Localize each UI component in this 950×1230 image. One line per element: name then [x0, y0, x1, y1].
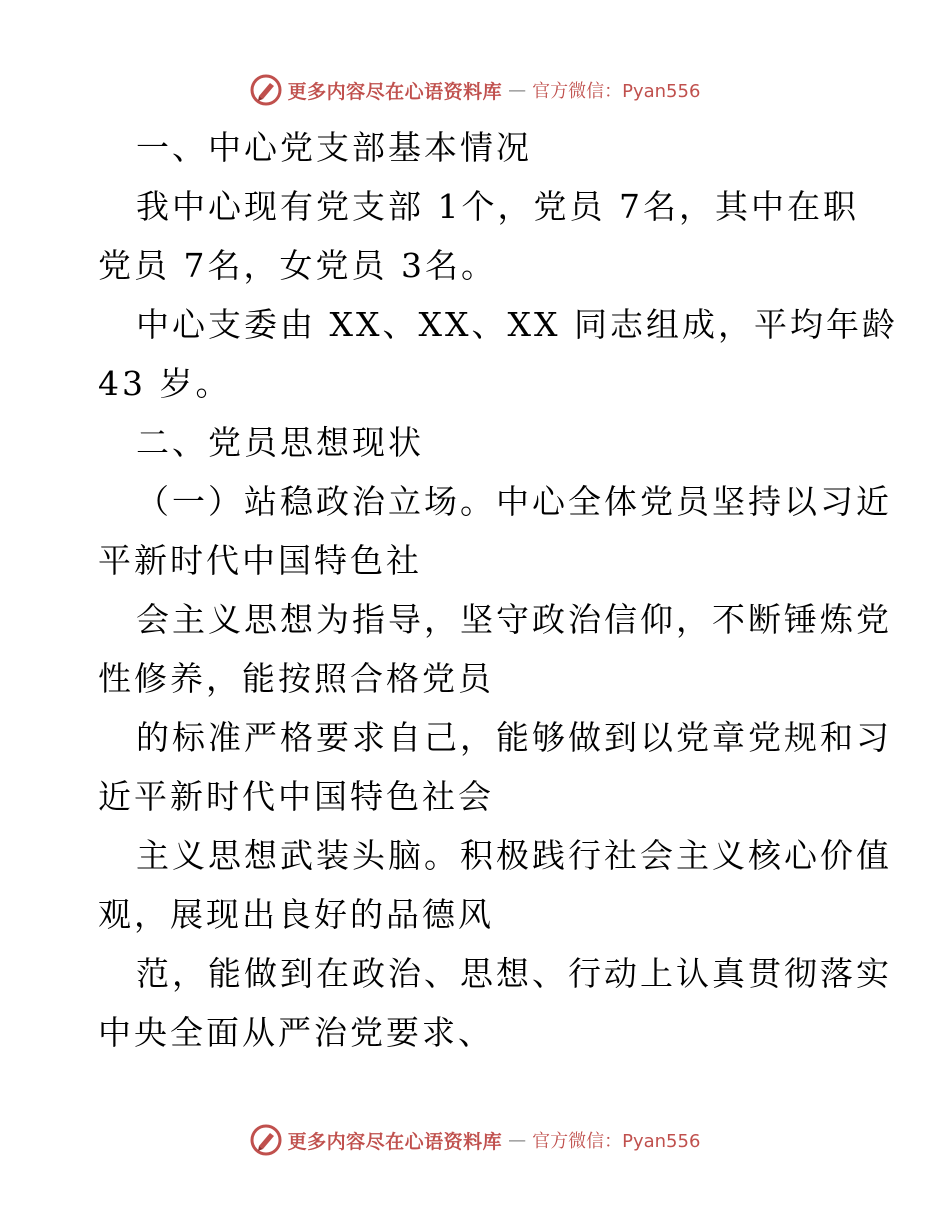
paragraph-line: 性修养，能按照合格党员 [98, 659, 494, 698]
paragraph-line: 中央全面从严治党要求、 [98, 1013, 494, 1052]
paragraph-line: 主义思想武装头脑。积极践行社会主义核心价值 [136, 836, 892, 875]
banner-wechat: 官方微信：Pyan556 [532, 81, 701, 102]
section-heading: 一、中心党支部基本情况 [136, 128, 532, 167]
paragraph-line: 43 岁。 [98, 364, 232, 403]
paragraph-line: 党员 7名，女党员 3名。 [98, 246, 497, 285]
footer-banner [0, 1120, 950, 1160]
section-heading: 二、党员思想现状 [136, 423, 424, 462]
paragraph-line: 范，能做到在政治、思想、行动上认真贯彻落实 [136, 954, 892, 993]
paragraph-line: （一）站稳政治立场。中心全体党员坚持以习近 [136, 482, 892, 521]
banner-wechat: 官方微信：Pyan556 [532, 1131, 701, 1152]
header-banner [0, 70, 950, 110]
paragraph-line: 会主义思想为指导，坚守政治信仰，不断锤炼党 [136, 600, 892, 639]
banner-separator: — [508, 79, 527, 101]
pen-logo-icon [250, 1124, 282, 1156]
paragraph-line: 平新时代中国特色社 [98, 541, 422, 580]
paragraph-line: 近平新时代中国特色社会 [98, 777, 494, 816]
banner-separator: — [508, 1129, 527, 1151]
pen-logo-icon [250, 74, 282, 106]
paragraph-line: 中心支委由 XX、XX、XX 同志组成，平均年龄 [136, 305, 898, 344]
paragraph-line: 观，展现出良好的品德风 [98, 895, 494, 934]
document-body [98, 118, 898, 1062]
banner-text: 更多内容尽在心语资料库 [287, 80, 503, 103]
banner-text: 更多内容尽在心语资料库 [287, 1130, 503, 1153]
paragraph-line: 的标准严格要求自己，能够做到以党章党规和习 [136, 718, 892, 757]
paragraph-line: 我中心现有党支部 1个，党员 7名，其中在职 [136, 187, 859, 226]
